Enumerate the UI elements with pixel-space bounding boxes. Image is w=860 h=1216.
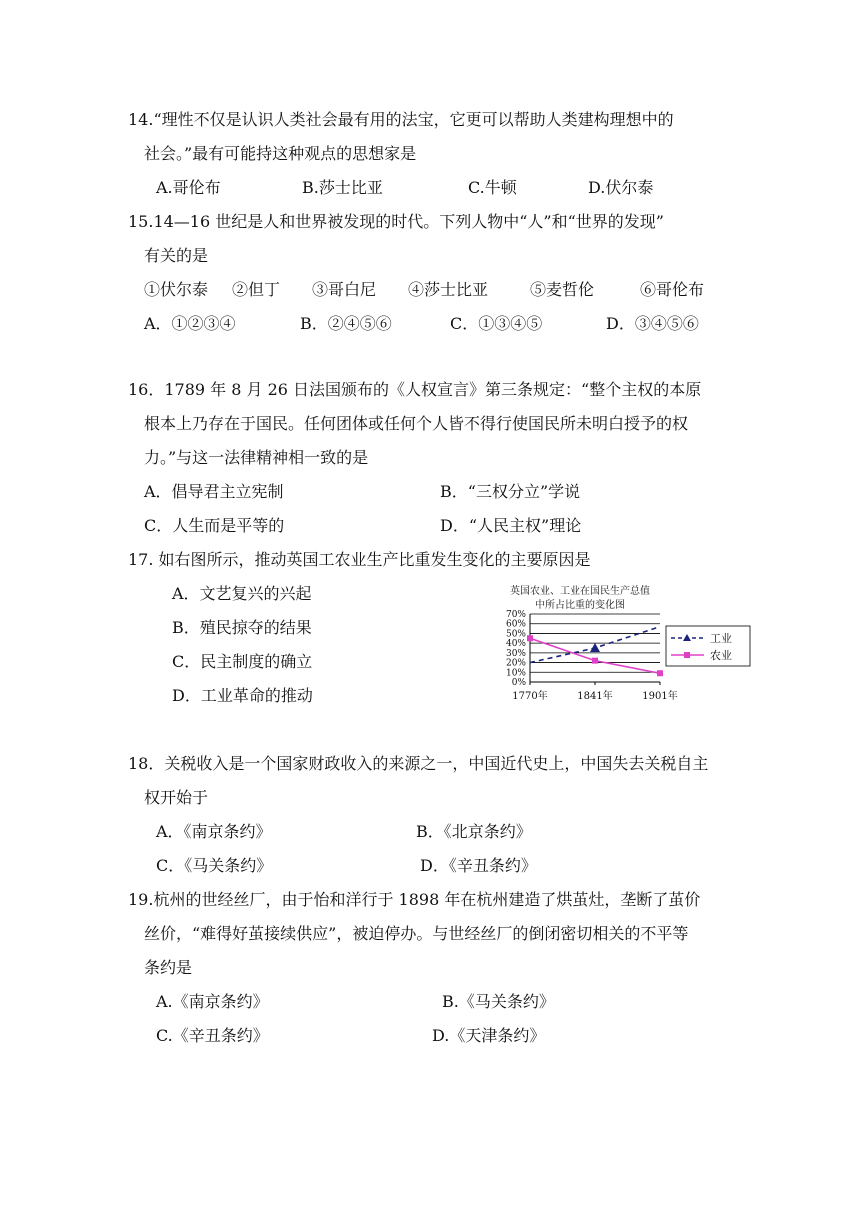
y-tick-label: 20% [505,658,526,669]
q18-stem-line1: 18．关税收入是一个国家财政收入的来源之一，中国近代史上，中国失去关税自主 [128,754,709,773]
y-tick-label: 70% [505,610,526,620]
x-tick-label: 1901年 [642,691,678,702]
q14-option-a: A.哥伦布 [156,178,221,197]
series-point-1 [657,670,663,676]
q19-stem-line3: 条约是 [144,958,193,977]
q17-option-b: B．殖民掠夺的结果 [172,618,312,637]
y-tick-label: 60% [505,619,526,630]
q16-option-b: B．“三权分立”学说 [440,482,581,501]
q14-stem-line2: 社会。”最有可能持这种观点的思想家是 [144,144,417,163]
y-tick-label: 50% [505,629,526,640]
q17-option-a: A．文艺复兴的兴起 [172,584,312,603]
q15-option-b: B．②④⑤⑥ [300,314,392,333]
q14-stem-line1: 14.“理性不仅是认识人类社会最有用的法宝，它更可以帮助人类建构理想中的 [128,110,674,129]
series-point-0 [590,643,600,652]
x-tick-label: 1770年 [512,691,548,702]
q19-option-a: A.《南京条约》 [156,992,269,1011]
y-tick-label: 10% [505,668,526,679]
q18-option-c: C．《马关条约》 [156,856,273,875]
q17-stem: 17. 如右图所示，推动英国工农业生产比重发生变化的主要原因是 [128,550,591,569]
q18-stem-line2: 权开始于 [144,788,209,807]
q14-option-b: B.莎士比亚 [302,178,383,197]
q15-stem-line2: 有关的是 [144,246,209,265]
q16-stem-line1: 16．1789 年 8 月 26 日法国颁布的《人权宣言》第三条规定：“整个主权的本原 [128,380,702,399]
q14-option-c: C.牛顿 [468,178,517,197]
q19-stem-line1: 19.杭州的世经丝厂，由于怡和洋行于 1898 年在杭州建造了烘茧灶，垄断了茧价 [128,890,701,909]
q15-stem-line1: 15.14—16 世纪是人和世界被发现的时代。下列人物中“人”和“世界的发现” [128,212,664,231]
q18-option-d: D．《辛丑条约》 [420,856,537,875]
q15-item-1: ①伏尔泰 [144,280,209,299]
y-tick-label: 30% [505,648,526,659]
x-tick-label: 1841年 [577,691,613,702]
y-tick-label: 40% [505,639,526,650]
q16-option-d: D．“人民主权”理论 [440,516,582,535]
q16-option-c: C．人生而是平等的 [144,516,285,535]
legend-label-0: 工业 [710,632,732,645]
q19-stem-line2: 丝价，“难得好茧接续供应”，被迫停办。与世经丝厂的倒闭密切相关的不平等 [144,924,689,943]
q16-stem-line2: 根本上乃存在于国民。任何团体或任何个人皆不得行使国民所未明白授予的权 [144,414,689,433]
q15-item-2: ②但丁 [232,280,281,299]
q14-option-d: D.伏尔泰 [588,178,654,197]
chart-title-line2: 中所占比重的变化图 [535,600,625,611]
q15-option-a: A．①②③④ [144,314,236,333]
q15-option-d: D．③④⑤⑥ [606,314,699,333]
q19-option-d: D.《天津条约》 [432,1026,546,1045]
q19-option-c: C.《辛丑条约》 [156,1026,269,1045]
series-point-1 [527,635,533,641]
q15-option-c: C．①③④⑤ [450,314,543,333]
chart [490,606,770,706]
q15-item-6: ⑥哥伦布 [640,280,705,299]
q18-option-b: B．《北京条约》 [416,822,532,841]
chart-legend [666,626,750,666]
q15-item-3: ③哥白尼 [312,280,377,299]
legend-label-1: 农业 [710,649,732,662]
series-point-1 [592,658,598,664]
q18-option-a: A．《南京条约》 [156,822,272,841]
q17-option-d: D．工业革命的推动 [172,686,313,705]
q15-item-4: ④莎士比亚 [408,280,489,299]
q16-option-a: A．倡导君主立宪制 [144,482,284,501]
q15-item-5: ⑤麦哲伦 [530,280,595,299]
chart-title-line1: 英国农业、工业在国民生产总值 [510,586,650,597]
q17-option-c: C．民主制度的确立 [172,652,313,671]
q16-stem-line3: 力。”与这一法律精神相一致的是 [144,448,369,467]
legend-marker-1 [684,652,690,658]
q19-option-b: B.《马关条约》 [442,992,555,1011]
y-tick-label: 0% [511,678,526,688]
